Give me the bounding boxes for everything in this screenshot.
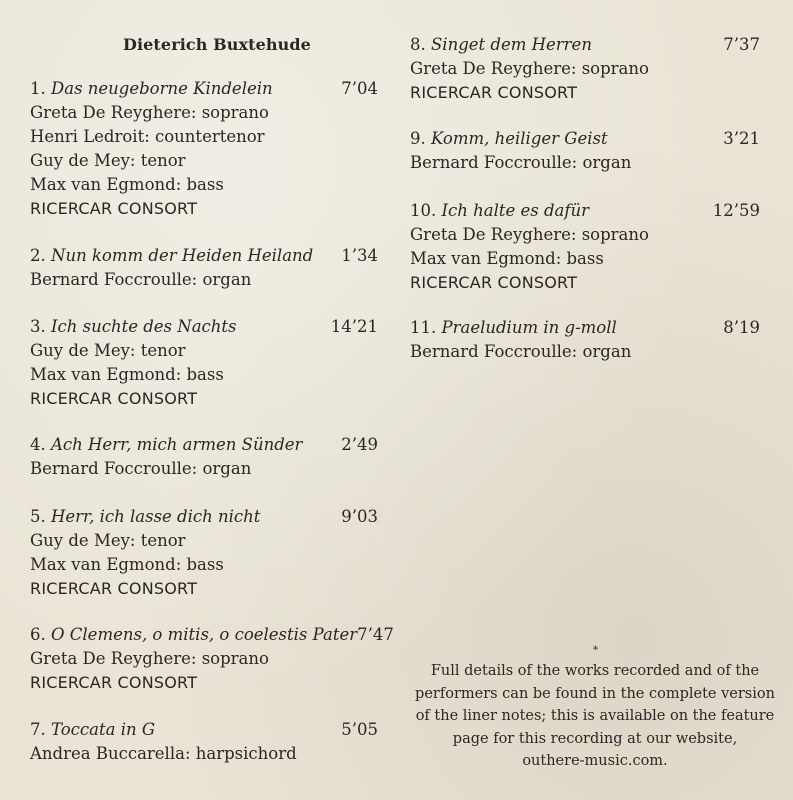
track-number: 8. [410, 35, 426, 54]
track-number: 3. [30, 317, 46, 336]
performer: Max van Egmond: bass [410, 249, 604, 268]
performer: Guy de Mey: tenor [30, 151, 186, 170]
track-number: 1. [30, 79, 46, 98]
track-number: 7. [30, 720, 46, 739]
track-item [30, 718, 378, 766]
ensemble: RICERCAR CONSORT [410, 83, 578, 102]
track-title: Nun komm der Heiden Heiland [51, 246, 314, 265]
performer: Guy de Mey: tenor [30, 531, 186, 550]
track-item [30, 433, 378, 481]
track-number: 2. [30, 246, 46, 265]
track-item [30, 505, 378, 601]
footnote-line: outhere-music.com. [522, 753, 668, 769]
footnote [405, 660, 785, 773]
track-duration: 5’05 [341, 720, 378, 739]
track-title: Herr, ich lasse dich nicht [51, 507, 261, 526]
performer: Greta De Reyghere: soprano [410, 225, 649, 244]
performer: Max van Egmond: bass [30, 555, 224, 574]
track-item [410, 127, 760, 175]
track-number: 5. [30, 507, 46, 526]
track-duration: 2’49 [341, 435, 378, 454]
track-duration: 8’19 [723, 318, 760, 337]
performer: Guy de Mey: tenor [30, 341, 186, 360]
ensemble: RICERCAR CONSORT [30, 389, 198, 408]
track-number: 6. [30, 625, 46, 644]
footnote-line: performers can be found in the complete version [415, 685, 775, 702]
performer: Andrea Buccarella: harpsichord [30, 744, 297, 763]
track-item [30, 623, 394, 695]
track-duration: 3’21 [723, 129, 760, 148]
track-item [410, 316, 760, 364]
track-number: 4. [30, 435, 46, 454]
footnote-line: of the liner notes; this is available on the feature [415, 708, 775, 724]
ensemble: RICERCAR CONSORT [30, 673, 198, 692]
ensemble: RICERCAR CONSORT [30, 199, 198, 218]
footnote-line: page for this recording at our website, [452, 730, 738, 747]
track-title: Ich suchte des Nachts [51, 317, 237, 336]
track-item [410, 199, 760, 295]
track-item [410, 33, 760, 105]
track-item [30, 77, 378, 221]
track-duration: 7’37 [723, 35, 760, 54]
footnote-line: Full details of the works recorded and of the [430, 663, 760, 679]
performer: Bernard Foccroulle: organ [410, 342, 632, 361]
track-duration: 7’04 [341, 79, 378, 98]
track-title: Singet dem Herren [431, 35, 592, 54]
performer: Max van Egmond: bass [30, 365, 224, 384]
track-duration: 14’21 [330, 317, 378, 336]
performer: Max van Egmond: bass [30, 175, 224, 194]
track-title: Toccata in G [51, 720, 156, 739]
performer: Greta De Reyghere: soprano [30, 649, 269, 668]
track-item [30, 244, 378, 292]
track-title: O Clemens, o mitis, o coelestis Pater [51, 625, 358, 644]
track-number: 11. [410, 318, 437, 337]
performer: Bernard Foccroulle: organ [410, 153, 632, 172]
performer: Greta De Reyghere: soprano [30, 103, 269, 122]
track-duration: 12’59 [712, 201, 760, 220]
track-title: Das neugeborne Kindelein [51, 79, 273, 98]
track-number: 9. [410, 129, 426, 148]
track-title: Ich halte es dafür [441, 201, 590, 220]
track-title: Praeludium in g-moll [441, 318, 617, 337]
track-title: Komm, heiliger Geist [431, 129, 608, 148]
track-number: 10. [410, 201, 437, 220]
ensemble: RICERCAR CONSORT [30, 579, 198, 598]
track-duration: 1’34 [341, 246, 378, 265]
track-duration: 9’03 [341, 507, 378, 526]
performer: Greta De Reyghere: soprano [410, 59, 649, 78]
track-title: Ach Herr, mich armen Sünder [51, 435, 303, 454]
ensemble: RICERCAR CONSORT [410, 273, 578, 292]
performer: Henri Ledroit: countertenor [30, 127, 265, 146]
performer: Bernard Foccroulle: organ [30, 459, 252, 478]
track-item [30, 315, 378, 411]
composer-heading: Dieterich Buxtehude [123, 35, 311, 54]
track-duration: 7’47 [357, 625, 394, 644]
performer: Bernard Foccroulle: organ [30, 270, 252, 289]
footnote-marker: * [593, 645, 598, 656]
